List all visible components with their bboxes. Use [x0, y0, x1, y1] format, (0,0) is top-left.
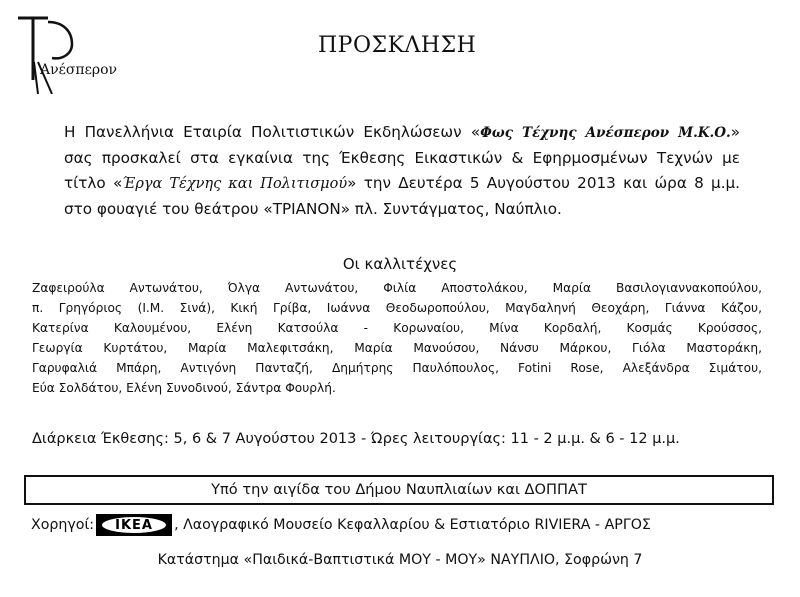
invitation-line-1	[64, 120, 740, 146]
invitation-text: τίτλο «	[64, 174, 123, 192]
invitation-line-2: σας προσκαλεί στα εγκαίνια της Έκθεσης Εικαστικών & Εφηρμοσμένων Τεχνών με	[64, 149, 740, 167]
organization-name: Φως Τέχνης Ανέσπερον Μ.Κ.Ο.	[480, 125, 731, 141]
artists-line: Κατερίνα Καλουμένου, Ελένη Κατσούλα - Κορωναίου, Μίνα Κορδαλή, Κοσμάς Κρούσσος,	[32, 321, 762, 335]
logo-monogram-icon	[14, 14, 80, 94]
artists-heading: Οι καλλιτέχνες	[342, 255, 458, 273]
ikea-logo-text: IKEA	[115, 518, 153, 533]
artists-line: Γεωργία Κυρτάτου, Μαρία Μαλεφιτσάκη, Μαρία Μανούσου, Νάνσυ Μάρκου, Γιόλα Μαστοράκη,	[32, 341, 762, 355]
ikea-logo	[96, 514, 172, 536]
auspices-box: Υπό την αιγίδα του Δήμου Ναυπλιαίων και ΔΟΠΠΑΤ	[24, 475, 774, 505]
exhibition-title: Έργα Τέχνης και Πολιτισμού	[122, 176, 348, 192]
artists-line: Ζαφειρούλα Αντωνάτου, Όλγα Αντωνάτου, Φιλία Αποστολάκου, Μαρία Βασιλογιαννακοπούλου,	[32, 281, 762, 295]
sponsors-line	[31, 514, 781, 536]
artists-line: π. Γρηγόριος (Ι.Μ. Σινά), Κική Γρίβα, Ιωάννα Θεοδωροπούλου, Μαγδαληνή Θεοχάρη, Γιάννα Κάζου,	[32, 301, 762, 315]
invitation-line-3	[64, 171, 740, 197]
invitation-line-4: στο φουαγιέ του θεάτρου «ΤΡΙΑΝΟΝ» πλ. Συντάγματος, Ναύπλιο.	[64, 200, 562, 218]
invitation-paragraph	[64, 120, 740, 222]
shop-line: Κατάστημα «Παιδικά-Βαπτιστικά ΜΟΥ - ΜΟΥ» ΝΑΥΠΛΙΟ, Σοφρώνη 7	[157, 552, 643, 568]
artists-line: Γαρυφαλιά Μπάρη, Αντιγόνη Πανταζή, Δημήτρης Παυλόπουλος, Fotini Rose, Αλεξάνδρα Σιμάτου,	[32, 361, 762, 375]
invitation-text: Η Πανελλήνια Εταιρία Πολιτιστικών Εκδηλώσεων «	[64, 123, 481, 141]
sponsors-rest: , Λαογραφικό Μουσείο Κεφαλλαρίου & Εστιατόριο RIVIERA - ΑΡΓΟΣ	[174, 517, 651, 533]
artists-list	[32, 278, 762, 398]
invitation-text: »	[730, 123, 740, 141]
page-title: ΠΡΟΣΚΛΗΣΗ	[318, 33, 477, 58]
invitation-text: » την Δευτέρα 5 Αυγούστου 2013 και ώρα 8 μ.μ.	[347, 174, 741, 192]
sponsors-label: Χορηγοί:	[31, 517, 95, 533]
logo-text: Ανέσπερον	[40, 62, 118, 78]
artists-line: Εύα Σολδάτου, Ελένη Συνοδινού, Σάντρα Φουρλή.	[32, 381, 336, 395]
exhibition-duration: Διάρκεια Έκθεσης: 5, 6 & 7 Αυγούστου 2013 - Ώρες λειτουργίας: 11 - 2 μ.μ. & 6 - 12 μ.μ.	[32, 431, 680, 447]
